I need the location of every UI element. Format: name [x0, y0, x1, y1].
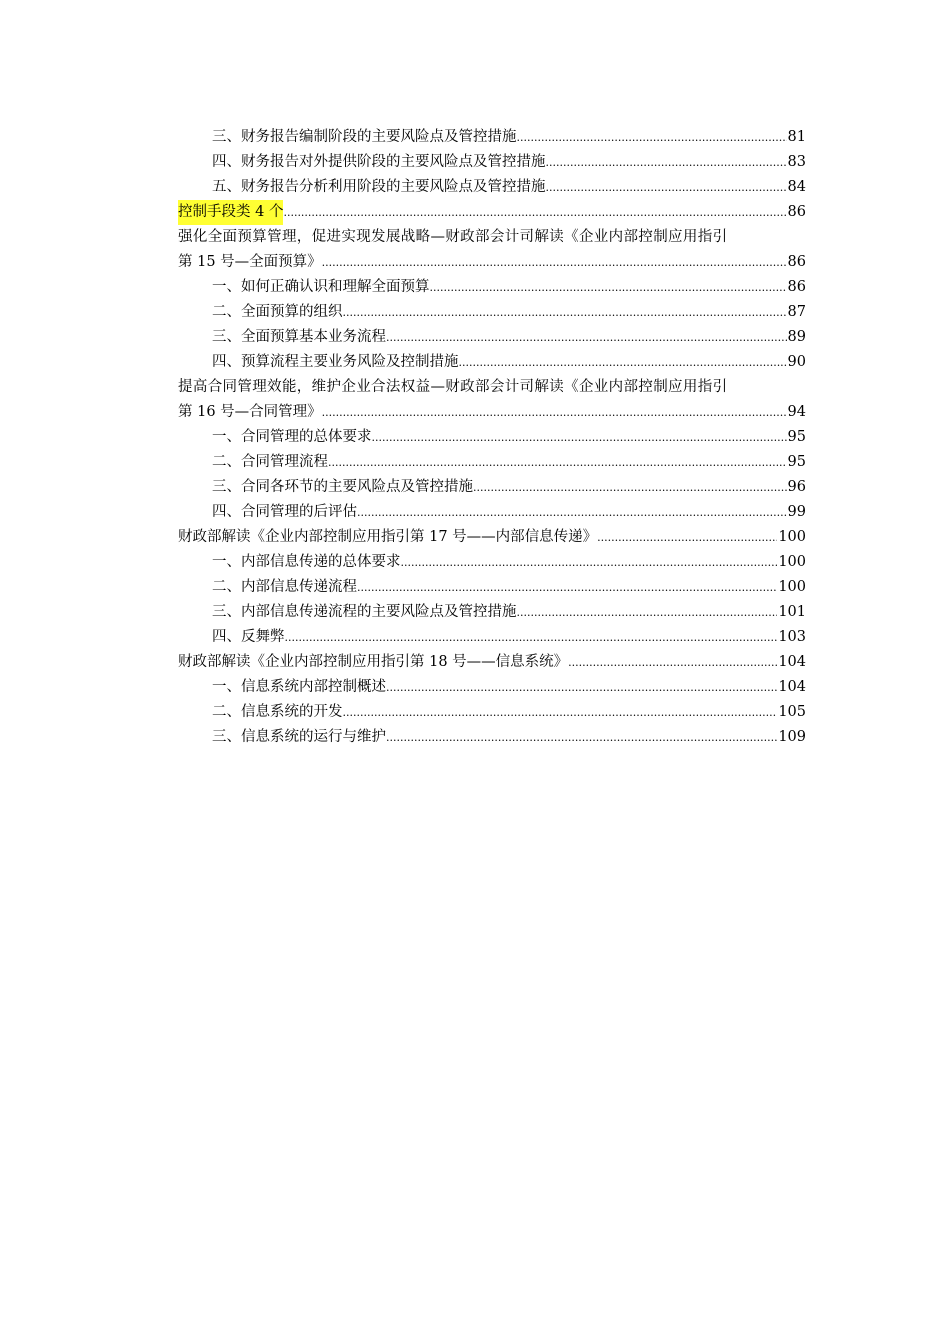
toc-page-number: 95 — [787, 429, 806, 445]
toc-dot-leader — [285, 625, 778, 650]
toc-entry[interactable] — [178, 575, 806, 600]
toc-dot-leader — [517, 600, 778, 625]
toc-dot-leader — [322, 400, 787, 425]
toc-page-number: 84 — [787, 179, 806, 195]
toc-page-number: 81 — [787, 129, 806, 145]
toc-entry[interactable] — [178, 525, 806, 550]
toc-entry[interactable] — [178, 175, 806, 200]
table-of-contents — [178, 125, 806, 750]
toc-entry-title: 一、内部信息传递的总体要求 — [212, 554, 401, 570]
toc-page-number: 103 — [778, 629, 806, 645]
toc-page-number: 99 — [787, 504, 806, 520]
toc-page-number: 95 — [787, 454, 806, 470]
toc-page-number: 100 — [778, 554, 806, 570]
toc-entry[interactable] — [178, 300, 806, 325]
toc-entry-title: 二、内部信息传递流程 — [212, 579, 357, 595]
toc-entry-title: 三、全面预算基本业务流程 — [212, 329, 386, 345]
toc-dot-leader — [546, 150, 787, 175]
toc-dot-leader — [386, 725, 777, 750]
toc-entry[interactable] — [178, 650, 806, 675]
toc-dot-leader — [430, 275, 787, 300]
toc-entry-title: 四、反舞弊 — [212, 629, 285, 645]
toc-dot-leader — [386, 325, 787, 350]
toc-page-number: 86 — [787, 279, 806, 295]
toc-entry[interactable] — [178, 250, 806, 275]
toc-dot-leader — [517, 125, 787, 150]
toc-dot-leader — [343, 300, 787, 325]
toc-entry[interactable] — [178, 700, 806, 725]
toc-entry-title: 三、信息系统的运行与维护 — [212, 729, 386, 745]
toc-entry[interactable] — [178, 600, 806, 625]
toc-entry-title: 三、财务报告编制阶段的主要风险点及管控措施 — [212, 129, 517, 145]
toc-page-number: 86 — [787, 204, 806, 220]
toc-dot-leader — [401, 550, 778, 575]
toc-dot-leader — [322, 250, 787, 275]
toc-entry[interactable] — [178, 625, 806, 650]
toc-entry[interactable] — [178, 350, 806, 375]
toc-entry-title: 四、财务报告对外提供阶段的主要风险点及管控措施 — [212, 154, 546, 170]
toc-entry-title: 二、全面预算的组织 — [212, 304, 343, 320]
toc-entry-title: 第 15 号—全面预算》 — [178, 254, 322, 270]
toc-entry[interactable] — [178, 500, 806, 525]
toc-dot-leader — [546, 175, 787, 200]
toc-dot-leader — [328, 450, 787, 475]
toc-entry-title: 四、预算流程主要业务风险及控制措施 — [212, 354, 459, 370]
toc-dot-leader — [473, 475, 787, 500]
toc-page-number: 105 — [778, 704, 806, 720]
toc-dot-leader — [386, 675, 777, 700]
toc-page-number: 83 — [787, 154, 806, 170]
toc-page-number: 89 — [787, 329, 806, 345]
toc-entry[interactable] — [178, 150, 806, 175]
toc-entry[interactable] — [178, 725, 806, 750]
toc-entry-title: 财政部解读《企业内部控制应用指引第 17 号——内部信息传递》 — [178, 529, 598, 545]
toc-page-number: 87 — [787, 304, 806, 320]
toc-page-number: 100 — [778, 579, 806, 595]
toc-entry-title: 控制手段类 4 个 — [178, 200, 283, 225]
toc-entry[interactable] — [178, 475, 806, 500]
toc-entry[interactable] — [178, 450, 806, 475]
toc-entry-title: 一、如何正确认识和理解全面预算 — [212, 279, 430, 295]
toc-entry-title: 一、信息系统内部控制概述 — [212, 679, 386, 695]
toc-dot-leader — [343, 700, 778, 725]
toc-page-number: 109 — [778, 729, 806, 745]
toc-entry-title: 一、合同管理的总体要求 — [212, 429, 372, 445]
toc-entry-highlighted[interactable] — [178, 200, 806, 225]
toc-entry-title-line1[interactable]: 强化全面预算管理，促进实现发展战略—财政部会计司解读《企业内部控制应用指引 — [178, 229, 728, 245]
toc-dot-leader — [372, 425, 787, 450]
toc-entry-title: 二、合同管理流程 — [212, 454, 328, 470]
toc-entry[interactable] — [178, 550, 806, 575]
toc-page-number: 100 — [778, 529, 806, 545]
toc-dot-leader — [357, 575, 777, 600]
toc-entry-title-line1[interactable]: 提高合同管理效能，维护企业合法权益—财政部会计司解读《企业内部控制应用指引 — [178, 379, 728, 395]
toc-page-number: 104 — [778, 654, 806, 670]
toc-page-number: 90 — [787, 354, 806, 370]
toc-dot-leader — [283, 200, 786, 225]
toc-page-number: 94 — [787, 404, 806, 420]
toc-dot-leader — [357, 500, 787, 525]
toc-page-number: 96 — [787, 479, 806, 495]
toc-entry[interactable] — [178, 125, 806, 150]
toc-page-number: 104 — [778, 679, 806, 695]
toc-entry-title: 财政部解读《企业内部控制应用指引第 18 号——信息系统》 — [178, 654, 569, 670]
toc-dot-leader — [597, 525, 777, 550]
toc-entry-title: 三、内部信息传递流程的主要风险点及管控措施 — [212, 604, 517, 620]
toc-entry-title: 三、合同各环节的主要风险点及管控措施 — [212, 479, 473, 495]
toc-entry-title: 二、信息系统的开发 — [212, 704, 343, 720]
toc-entry[interactable] — [178, 325, 806, 350]
toc-entry[interactable] — [178, 675, 806, 700]
toc-page-number: 101 — [778, 604, 806, 620]
toc-dot-leader — [568, 650, 777, 675]
toc-entry[interactable] — [178, 425, 806, 450]
toc-entry[interactable] — [178, 400, 806, 425]
toc-entry-title: 五、财务报告分析利用阶段的主要风险点及管控措施 — [212, 179, 546, 195]
toc-dot-leader — [459, 350, 787, 375]
toc-entry-title: 四、合同管理的后评估 — [212, 504, 357, 520]
toc-page-number: 86 — [787, 254, 806, 270]
toc-entry-title: 第 16 号—合同管理》 — [178, 404, 322, 420]
toc-entry[interactable] — [178, 275, 806, 300]
